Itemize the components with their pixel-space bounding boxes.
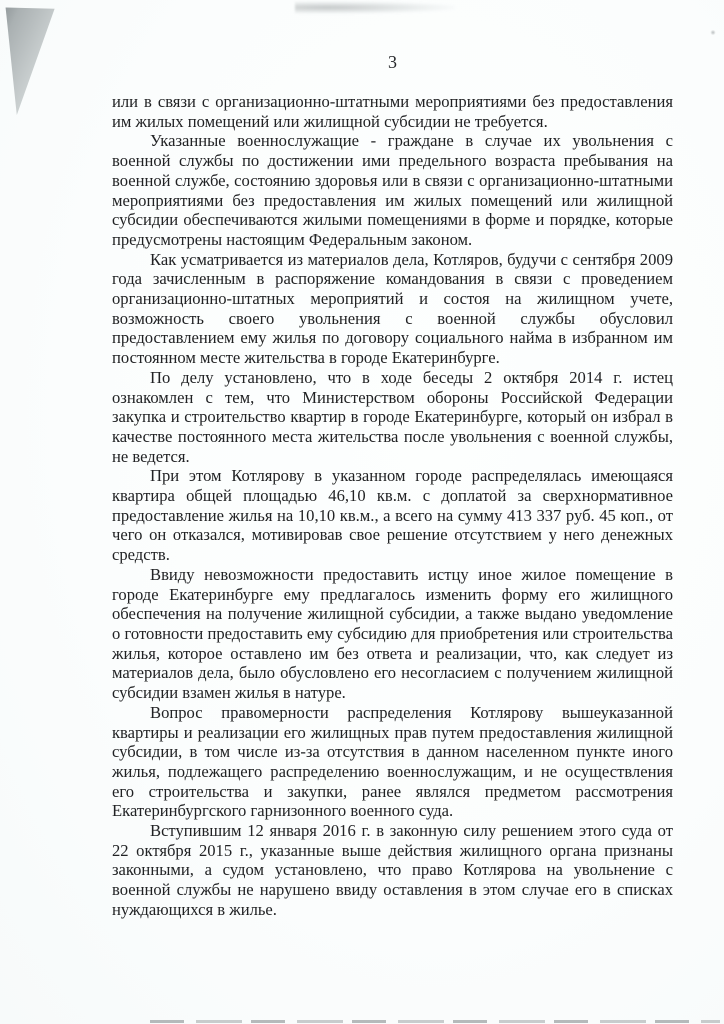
paragraph: Как усматривается из материалов дела, Котляров, будучи с сентября 2009 года зачисленным в распоряжение командования в связи с проведением организационно-штатных мероприятий и состоя на жилищном учете, возможность своего увольнения с военной службы обусловил предоставлением ему жилья по договору социального найма в избранном им постоянном месте жительства в городе Екатеринбурге. bbox=[112, 249, 673, 368]
paragraph: Ввиду невозможности предоставить истцу иное жилое помещение в городе Екатеринбурге ему предлагалось изменить форму его жилищного обеспечения на получение жилищной субсидии, а также выдано уведомление о готовности предоставить ему субсидию для приобретения или строительства жилья, которое оставлено им без ответа и реализации, что, как следует из материалов дела, было обусловлено его несогласием с получением жилищной субсидии взамен жилья в натуре. bbox=[112, 564, 673, 703]
paragraph: При этом Котлярову в указанном городе распределялась имеющаяся квартира общей площадью 46,10 кв.м. с доплатой за сверхнормативное предоставление жилья на 10,10 кв.м., а всего на сумму 413 337 руб. 45 коп., от чего он отказался, мотивировав свое решение отсутствием у него денежных средств. bbox=[112, 466, 673, 565]
paragraph: Вступившим 12 января 2016 г. в законную силу решением этого суда от 22 октября 2015 г., указанные выше действия жилищного органа признаны законными, а судом установлено, что право Котлярова на увольнение с военной службы не нарушено ввиду оставления в этом случае его в списках нуждающихся в жилье. bbox=[112, 821, 673, 919]
scan-edge-artifact bbox=[150, 1020, 720, 1023]
paragraph: Указанные военнослужащие - граждане в случае их увольнения с военной службы по достижении ими предельного возраста пребывания на военной службе, состоянию здоровья или в связи с организационно-штатными мероприятиями без предоставления им жилых помещений или жилищной субсидии обеспечиваются жилыми помещениями в форме и порядке, которые предусмотрены настоящим Федеральным законом. bbox=[112, 131, 673, 249]
document-body bbox=[112, 92, 673, 920]
scan-smudge-artifact bbox=[295, 1, 455, 14]
scan-speck-artifact bbox=[710, 30, 716, 35]
paragraph: По делу установлено, что в ходе беседы 2 октября 2014 г. истец ознакомлен с тем, что Министерством обороны Российской Федерации закупка и строительство квартир в городе Екатеринбурге, который он избрал в качестве постоянного места жительства после увольнения с военной службы, не ведется. bbox=[112, 367, 673, 466]
paragraph: или в связи с организационно-штатными мероприятиями без предоставления им жилых помещений или жилищной субсидии не требуется. bbox=[112, 92, 673, 131]
page-number: 3 bbox=[388, 52, 397, 72]
page-corner-fold-shadow bbox=[0, 0, 70, 125]
paragraph: Вопрос правомерности распределения Котлярову вышеуказанной квартиры и реализации его жилищных прав путем предоставления жилищной субсидии, в том числе из-за отсутствия в данном населенном пункте иного жилья, подлежащего распределению военнослужащим, и не осуществления его строительства и закупки, ранее являлся предметом рассмотрения Екатеринбургского гарнизонного военного суда. bbox=[112, 702, 673, 821]
